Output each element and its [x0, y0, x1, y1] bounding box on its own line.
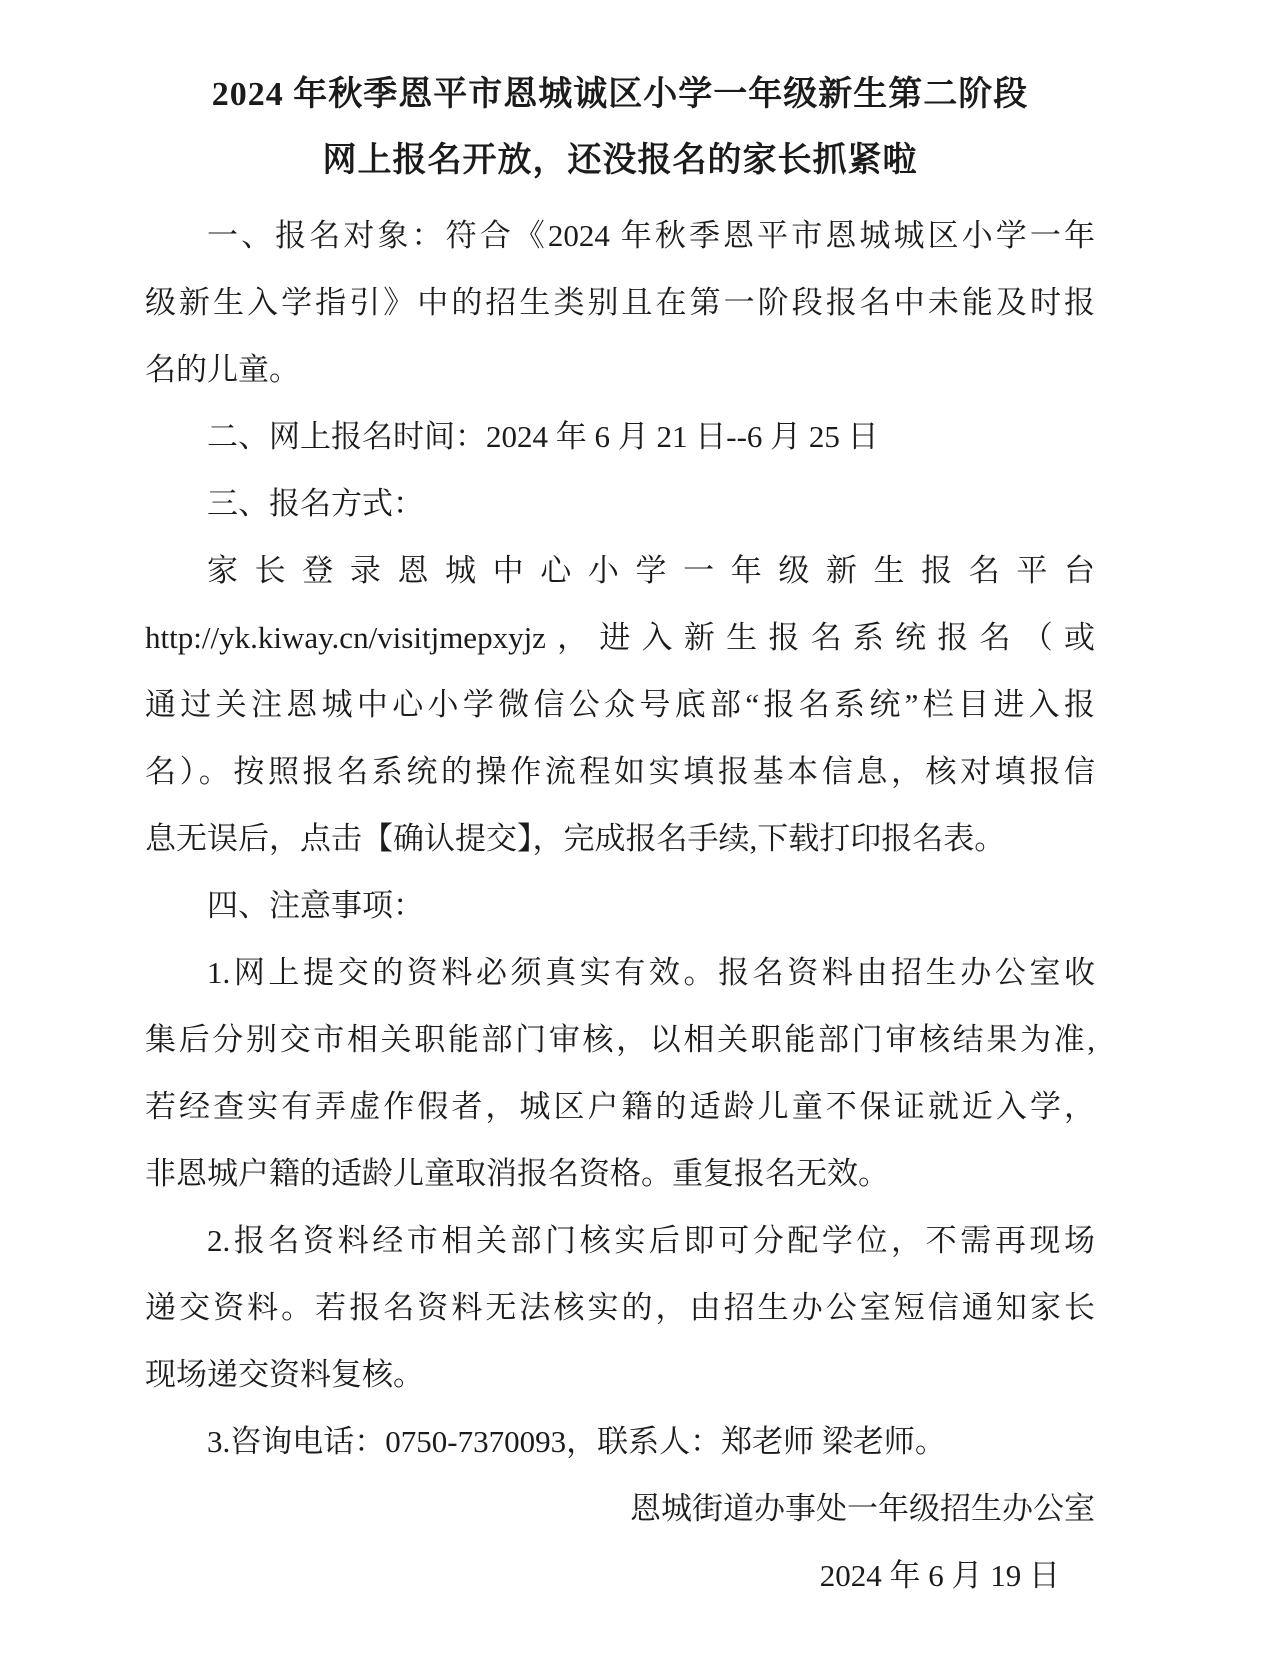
text-line: 家长登录恩城中心小学一年级新生报名平台 — [207, 553, 1095, 588]
text-line: 名）。按照报名系统的操作流程如实填报基本信息，核对填报信 — [145, 754, 1095, 789]
text-line: 集后分别交市相关职能部门审核，以相关职能部门审核结果为准, — [145, 1022, 1095, 1057]
text-line: 息无误后，点击【确认提交】，完成报名手续,下载打印报名表。 — [145, 821, 1006, 856]
text-line: 2024 年 6 月 19 日 — [819, 1558, 1060, 1593]
text-line: 名的儿童。 — [145, 352, 300, 387]
title-line: 网上报名开放，还没报名的家长抓紧啦 — [322, 142, 918, 179]
text-line: 级新生入学指引》中的招生类别且在第一阶段报名中未能及时报 — [145, 285, 1095, 320]
text-line: 四、注意事项： — [207, 888, 424, 923]
text-line: 通过关注恩城中心小学微信公众号底部“报名系统”栏目进入报 — [145, 687, 1095, 722]
title-line: 2024 年秋季恩平市恩城诚区小学一年级新生第二阶段 — [211, 76, 1029, 113]
text-line: 非恩城户籍的适龄儿童取消报名资格。重复报名无效。 — [145, 1156, 889, 1191]
text-line: 一、报名对象：符合《2024 年秋季恩平市恩城城区小学一年 — [207, 218, 1095, 253]
text-line: 二、网上报名时间：2024 年 6 月 21 日--6 月 25 日 — [207, 419, 879, 454]
text-line: 1.网上提交的资料必须真实有效。报名资料由招生办公室收 — [207, 955, 1095, 990]
text-line: http://yk.kiway.cn/visitjmepxyjz，进入新生报名系统报名（或 — [145, 620, 1095, 655]
document-title — [145, 62, 1095, 194]
text-line: 现场递交资料复核。 — [145, 1357, 424, 1392]
document-body — [145, 202, 1095, 1609]
text-line: 2.报名资料经市相关部门核实后即可分配学位，不需再现场 — [207, 1223, 1095, 1258]
text-line: 若经查实有弄虚作假者，城区户籍的适龄儿童不保证就近入学， — [145, 1089, 1095, 1124]
text-line: 3.咨询电话：0750-7370093，联系人：郑老师 梁老师。 — [207, 1424, 946, 1459]
text-line: 递交资料。若报名资料无法核实的，由招生办公室短信通知家长 — [145, 1290, 1095, 1325]
text-line: 恩城街道办事处一年级招生办公室 — [630, 1491, 1095, 1526]
text-line: 三、报名方式： — [207, 486, 424, 521]
